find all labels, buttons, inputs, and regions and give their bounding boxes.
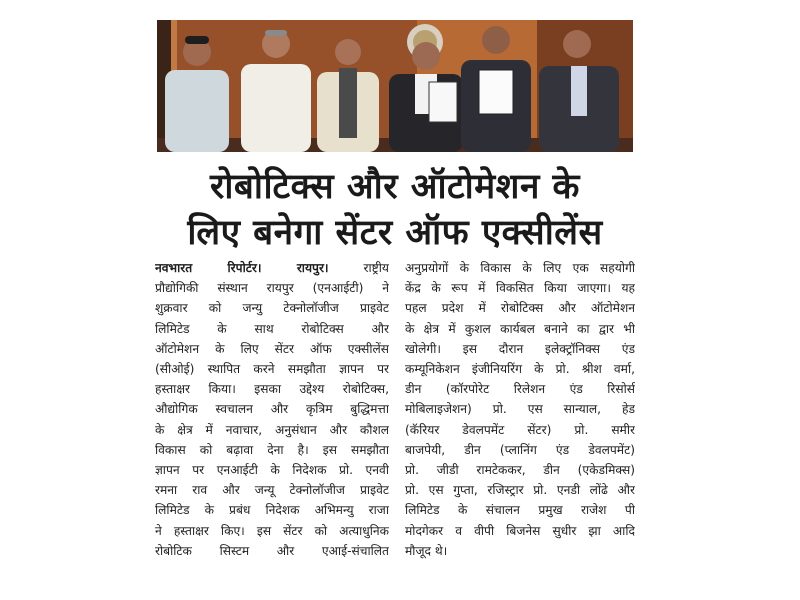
column-line: (कॅरियर डेवलपमेंट सेंटर) प्रो. समीर — [405, 422, 635, 437]
column-line: केंद्र के रूप में विकसित किया जाएगा। यह — [405, 281, 635, 296]
column-line: लिमिटेड के संचालन प्रमुख राजेश पी — [405, 503, 635, 518]
column-line: हस्ताक्षर किया। इसका उद्देश्य रोबोटिक्स, — [155, 382, 389, 397]
column-line: पहल प्रदेश में रोबोटिक्स और ऑटोमेशन — [405, 301, 635, 316]
headline-line-1: रोबोटिक्स और ऑटोमेशन के — [210, 167, 580, 207]
mou-document-1 — [429, 82, 457, 122]
column-line: (सीओई) स्थापित करने समझौता ज्ञापन पर — [155, 362, 389, 377]
column-line: प्रो. एस गुप्ता, रजिस्ट्रार प्रो. एनडी लोंढे और — [405, 483, 635, 498]
headline — [153, 164, 637, 256]
byline: नवभारत रिपोर्टर। रायपुर। — [155, 261, 329, 275]
column-line: लिमिटेड के साथ रोबोटिक्स और — [155, 321, 389, 336]
column-line: नवभारत रिपोर्टर। रायपुर। राष्ट्रीय — [155, 261, 389, 275]
column-line: डीन (कॉरपोरेट रिलेशन एंड रिसोर्स — [405, 382, 635, 397]
column-line: मोदगेकर व वीपी बिजनेस सुधीर झा आदि — [405, 523, 635, 538]
photo-illustration — [157, 20, 633, 152]
column-line: कम्यूनिकेशन इंजीनियरिंग के प्रो. श्रीश वर्मा, — [405, 362, 635, 377]
column-line: बाजपेयी, डीन (प्लानिंग एंड डेवलपमेंट) — [405, 442, 635, 457]
column-line: विकास को बढ़ावा देना है। इस समझौता — [155, 442, 389, 457]
column-line: शुक्रवार को जन्यु टेक्नोलॉजीज प्राइवेट — [155, 301, 389, 316]
column-line: औद्योगिक स्वचालन और कृत्रिम बुद्धिमत्ता — [155, 402, 389, 417]
column-line: प्रौद्योगिकी संस्थान रायपुर (एनआईटी) ने — [155, 281, 389, 296]
news-photo — [157, 20, 633, 152]
article-column-left — [155, 258, 389, 561]
column-line: खोलेगी। इस दौरान इलेक्ट्रॉनिक्स एंड — [405, 341, 635, 356]
column-line: ने हस्ताक्षर किए। इस सेंटर को अत्याधुनिक — [155, 523, 389, 538]
column-line: रमना राव और जन्यू टेक्नोलॉजीज प्राइवेट — [155, 483, 389, 498]
column-line: मोबिलाइजेशन) प्रो. एस सान्याल, हेड — [405, 402, 635, 417]
column-line: के क्षेत्र में कुशल कार्यबल बनाने का द्वार भी — [405, 321, 635, 336]
headline-line-2: लिए बनेगा सेंटर ऑफ एक्सीलेंस — [187, 213, 603, 253]
column-line: ज्ञापन पर एनआईटी के निदेशक प्रो. एनवी — [155, 463, 389, 478]
mou-document-2 — [479, 70, 513, 114]
article-column-right — [405, 258, 635, 561]
newspaper-clipping — [153, 18, 637, 588]
column-line: अनुप्रयोगों के विकास के लिए एक सहयोगी — [405, 261, 635, 275]
column-line: प्रो. जीडी रामटेककर, डीन (एकेडमिक्स) — [405, 463, 635, 478]
column-line: ऑटोमेशन के लिए सेंटर ऑफ एक्सीलेंस — [155, 341, 389, 356]
column-line: लिमिटेड के प्रबंध निदेशक अभिमन्यु राजा — [155, 503, 389, 518]
column-line: रोबोटिक सिस्टम और एआई-संचालित — [155, 543, 389, 558]
column-line: मौजूद थे। — [405, 543, 448, 558]
column-line: के क्षेत्र में नवाचार, अनुसंधान और कौशल — [155, 422, 389, 437]
